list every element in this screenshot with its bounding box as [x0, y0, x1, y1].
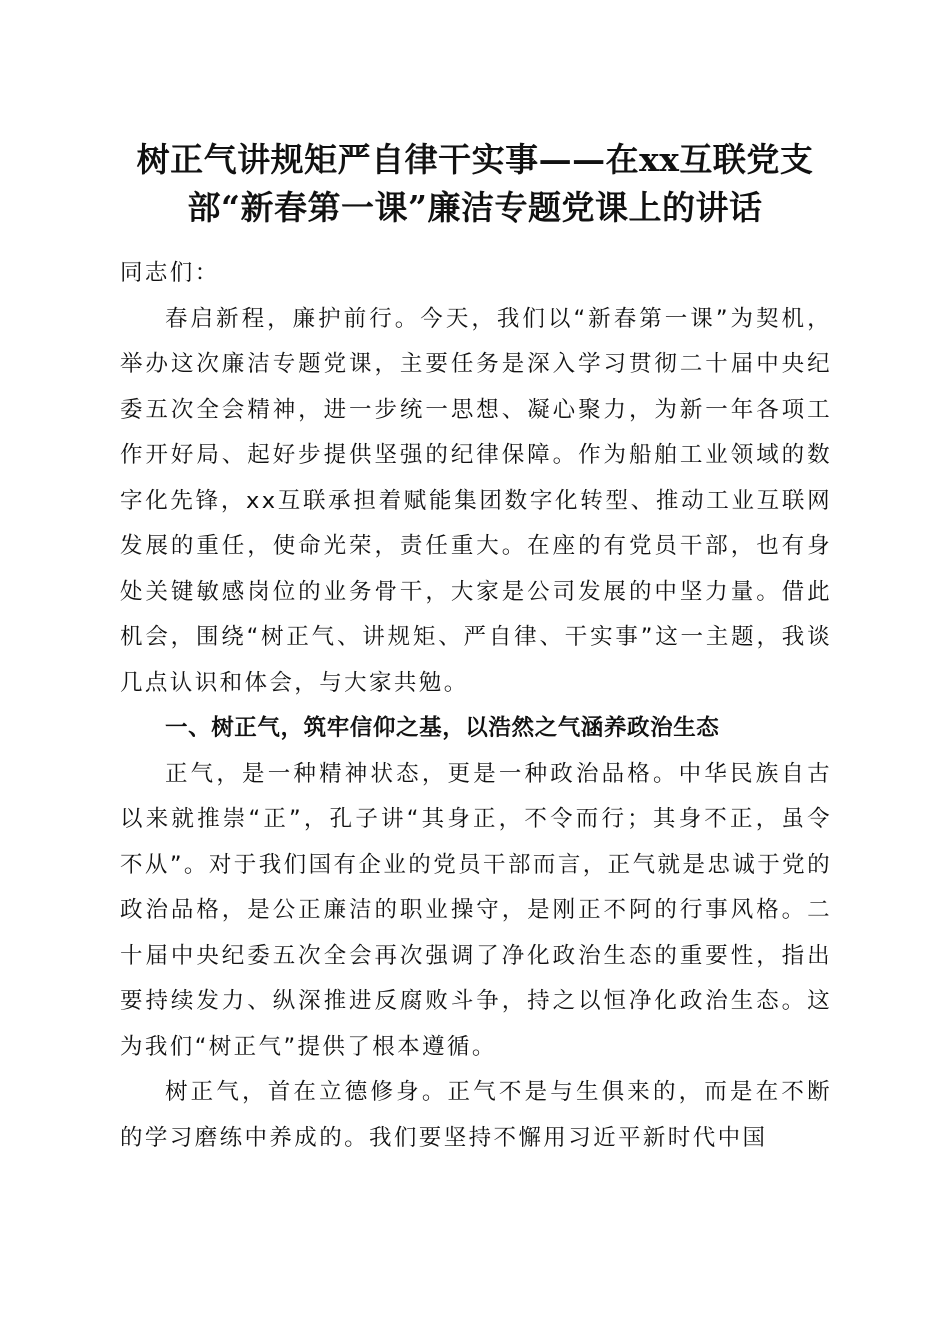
salutation: 同志们：: [120, 260, 220, 286]
document-title: 树正气讲规矩严自律干实事——在xx互联党支部“新春第一课”廉洁专题党课上的讲话: [136, 140, 814, 227]
paragraph-integrity: 正气，是一种精神状态，更是一种政治品格。中华民族自古以来就推崇“正”，孔子讲“其身正，不令而行；其身不正，虽令不从”。对于我们国有企业的党员干部而言，正气就是忠诚于党的政治品格，是公正廉洁的职业操守，是刚正不阿的行事风格。二十届中央纪委五次全会再次强调了净化政治生态的重要性，指出要持续发力、纵深推进反腐败斗争，持之以恒净化政治生态。这为我们“树正气”提供了根本遵循。: [120, 760, 832, 1060]
document-body: [120, 251, 832, 1161]
section-heading-1: 一、树正气，筑牢信仰之基，以浩然之气涵养政治生态: [165, 715, 720, 741]
paragraph-self-cultivation: 树正气，首在立德修身。正气不是与生俱来的，而是在不断的学习磨练中养成的。我们要坚持不懈用习近平新时代中国: [120, 1079, 832, 1151]
paragraph-intro: 春启新程，廉护前行。今天，我们以“新春第一课”为契机，举办这次廉洁专题党课，主要任务是深入学习贯彻二十届中央纪委五次全会精神，进一步统一思想、凝心聚力，为新一年各项工作开好局、起好步提供坚强的纪律保障。作为船舶工业领域的数字化先锋，xx互联承担着赋能集团数字化转型、推动工业互联网发展的重任，使命光荣，责任重大。在座的有党员干部，也有身处关键敏感岗位的业务骨干，大家是公司发展的中坚力量。借此机会，围绕“树正气、讲规矩、严自律、干实事”这一主题，我谈几点认识和体会，与大家共勉。: [120, 305, 832, 696]
